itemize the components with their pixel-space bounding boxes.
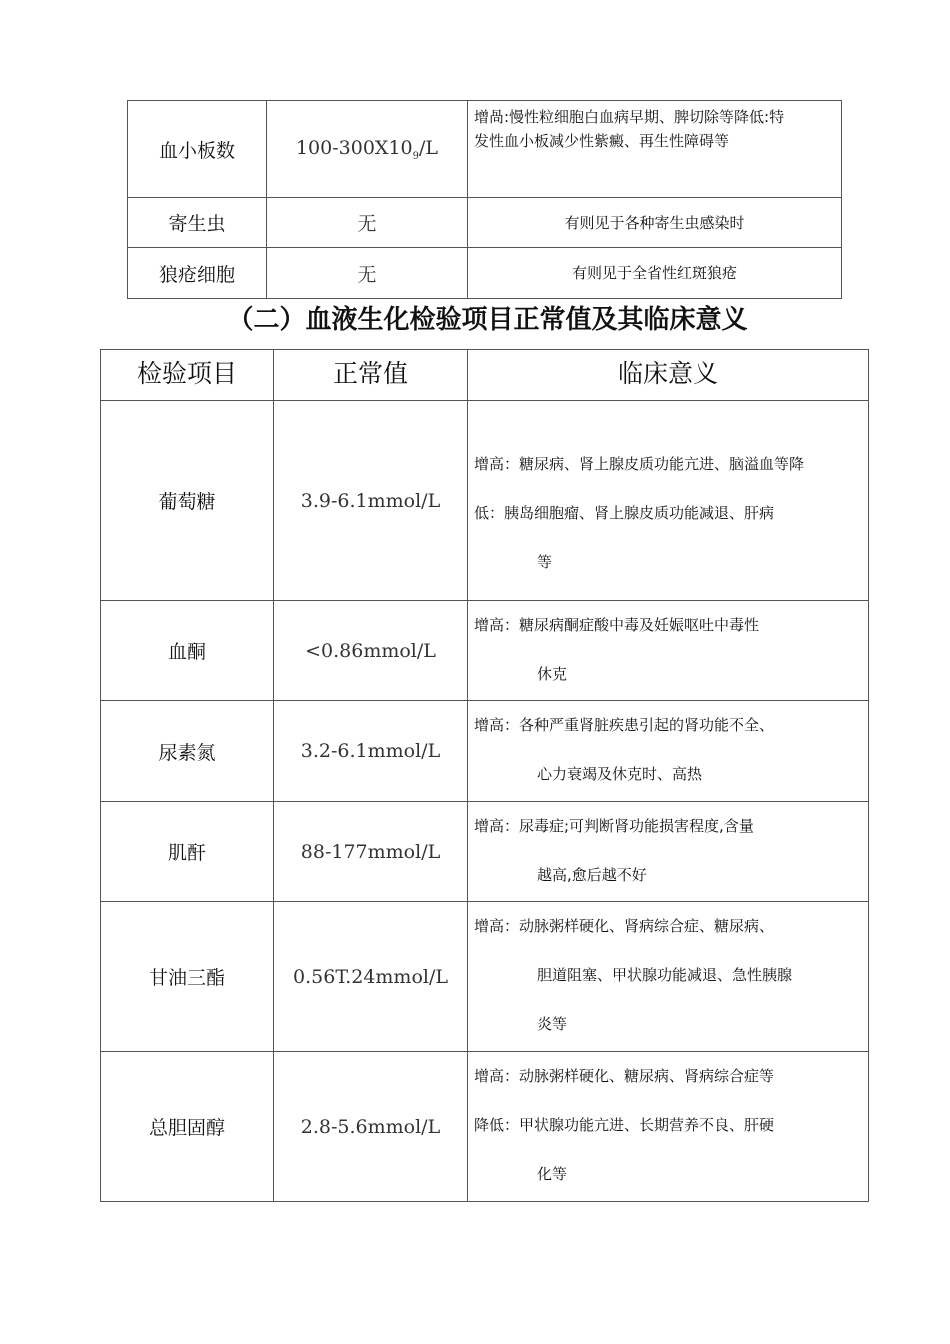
normal-value: 3.9-6.1mmol/L (274, 401, 468, 601)
header-item: 检验项目 (101, 350, 274, 401)
clinical-meaning: 增高：动脉粥样硬化、肾病综合症、糖尿病、 胆道阻塞、甲状腺功能减退、急性胰腺 炎等 (468, 902, 869, 1052)
table-row (128, 101, 842, 198)
item-name: 甘油三酯 (101, 902, 274, 1052)
table-row (128, 198, 842, 248)
item-name: 血小板数 (128, 101, 267, 198)
table-row (101, 601, 869, 701)
table-row (101, 902, 869, 1052)
table-row (101, 401, 869, 601)
table-row (101, 701, 869, 802)
blood-routine-table (127, 100, 842, 299)
header-normal-value: 正常值 (274, 350, 468, 401)
normal-value: 88-177mmol/L (274, 802, 468, 902)
blood-biochem-table (100, 349, 869, 1202)
clinical-meaning: 增高：糖尿病酮症酸中毒及妊娠呕吐中毒性 休克 (468, 601, 869, 701)
clinical-meaning: 有则见于全省性红斑狼疮 (468, 248, 842, 299)
table-row (101, 1052, 869, 1202)
item-name: 血酮 (101, 601, 274, 701)
item-name: 葡萄糖 (101, 401, 274, 601)
normal-value: 2.8-5.6mmol/L (274, 1052, 468, 1202)
normal-value: 无 (267, 248, 468, 299)
clinical-meaning: 增高：动脉粥样硬化、糖尿病、肾病综合症等 降低：甲状腺功能亢进、长期营养不良、肝硬 化等 (468, 1052, 869, 1202)
item-name: 寄生虫 (128, 198, 267, 248)
table-row (101, 802, 869, 902)
clinical-meaning: 增高：糖尿病、肾上腺皮质功能亢进、脑溢血等降 低：胰岛细胞瘤、肾上腺皮质功能减退、肝病 等 (468, 401, 869, 601)
clinical-meaning: 有则见于各种寄生虫感染时 (468, 198, 842, 248)
table-header-row (101, 350, 869, 401)
normal-value: 3.2-6.1mmol/L (274, 701, 468, 802)
normal-value: $100-300X10_9/L$ (267, 101, 468, 198)
section-title: （二）血液生化检验项目正常值及其临床意义 (227, 305, 748, 335)
clinical-meaning: 增高：各种严重肾脏疾患引起的肾功能不全、 心力衰竭及休克时、高热 (468, 701, 869, 802)
table-row (128, 248, 842, 299)
clinical-meaning: 增高：尿毒症;可判断肾功能损害程度,含量 越高,愈后越不好 (468, 802, 869, 902)
item-name: 狼疮细胞 (128, 248, 267, 299)
item-name: 肌酐 (101, 802, 274, 902)
clinical-meaning: 增咼:慢性粒细胞白血病早期、脾切除等降低:特 发性血小板减少性紫癜、再生性障碍等 (468, 101, 842, 198)
normal-value: <0.86mmol/L (274, 601, 468, 701)
item-name: 尿素氮 (101, 701, 274, 802)
normal-value: 无 (267, 198, 468, 248)
item-name: 总胆固醇 (101, 1052, 274, 1202)
normal-value: 0.56T.24mmol/L (274, 902, 468, 1052)
header-clinical-meaning: 临床意义 (468, 350, 869, 401)
